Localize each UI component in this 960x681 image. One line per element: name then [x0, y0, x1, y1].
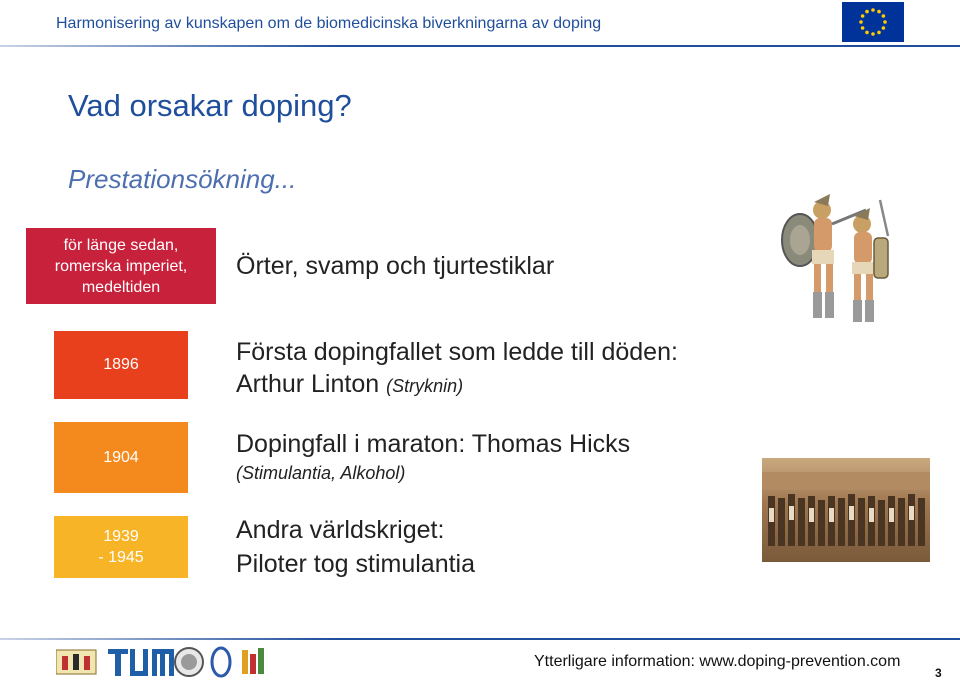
year-label: 1939 — [103, 528, 139, 545]
eu-star-icon — [877, 31, 881, 35]
ww2-text: Andra världskriget: — [236, 516, 445, 544]
era-label-line: romerska imperiet, — [54, 257, 188, 275]
eu-star-icon — [882, 26, 886, 30]
marathon-text: Dopingfall i maraton: Thomas Hicks — [236, 430, 631, 458]
footer-info-text: Ytterligare information: www.doping-prevention.com — [534, 653, 901, 670]
marathon-note: (Stimulantia, Alkohol) — [236, 463, 406, 483]
marathon-photo-image — [762, 458, 930, 562]
year-box-1904 — [54, 422, 188, 493]
eu-star-icon — [871, 32, 875, 36]
strychnine-note: (Stryknin) — [386, 376, 464, 396]
pilots-text: Piloter tog stimulantia — [236, 550, 476, 578]
arthur-linton-line — [236, 370, 463, 399]
ancient-text: Örter, svamp och tjurtestiklar — [236, 252, 555, 280]
eu-star-icon — [883, 20, 887, 24]
year-label: - 1945 — [98, 549, 144, 566]
header-title: Harmonisering av kunskapen om de biomedicinska biverkningarna av doping — [56, 15, 602, 32]
footer-divider — [0, 638, 960, 640]
arthur-linton-name: Arthur Linton — [236, 370, 380, 398]
year-box-1896 — [54, 331, 188, 399]
slide-title: Vad orsakar doping? — [68, 88, 352, 123]
header-divider — [0, 45, 960, 47]
era-label-line: medeltiden — [81, 278, 161, 296]
eu-star-icon — [877, 10, 881, 14]
eu-star-icon — [861, 14, 865, 18]
tum-logo-icon — [108, 649, 174, 676]
slide-subtitle: Prestationsökning... — [68, 164, 297, 194]
year-label: 1904 — [103, 448, 139, 466]
eu-star-icon — [871, 8, 875, 12]
page-number: 3 — [935, 666, 942, 680]
eu-star-icon — [861, 26, 865, 30]
year-label: 1896 — [103, 356, 139, 373]
era-box-ancient — [26, 228, 216, 304]
institute-logo-icon — [242, 648, 264, 674]
university-crest-icon — [56, 650, 96, 674]
eu-star-icon — [859, 20, 863, 24]
eu-star-icon — [865, 10, 869, 14]
eu-flag-icon — [842, 2, 904, 42]
year-box-1939-1945 — [54, 516, 188, 578]
oval-logo-icon — [212, 648, 230, 676]
era-label-line: för länge sedan, — [63, 236, 179, 254]
eu-star-icon — [882, 14, 886, 18]
first-death-text: Första dopingfallet som ledde till döden: — [236, 338, 678, 366]
gladiators-image — [770, 180, 904, 340]
partner-logos-image — [56, 646, 270, 678]
eu-star-icon — [865, 31, 869, 35]
